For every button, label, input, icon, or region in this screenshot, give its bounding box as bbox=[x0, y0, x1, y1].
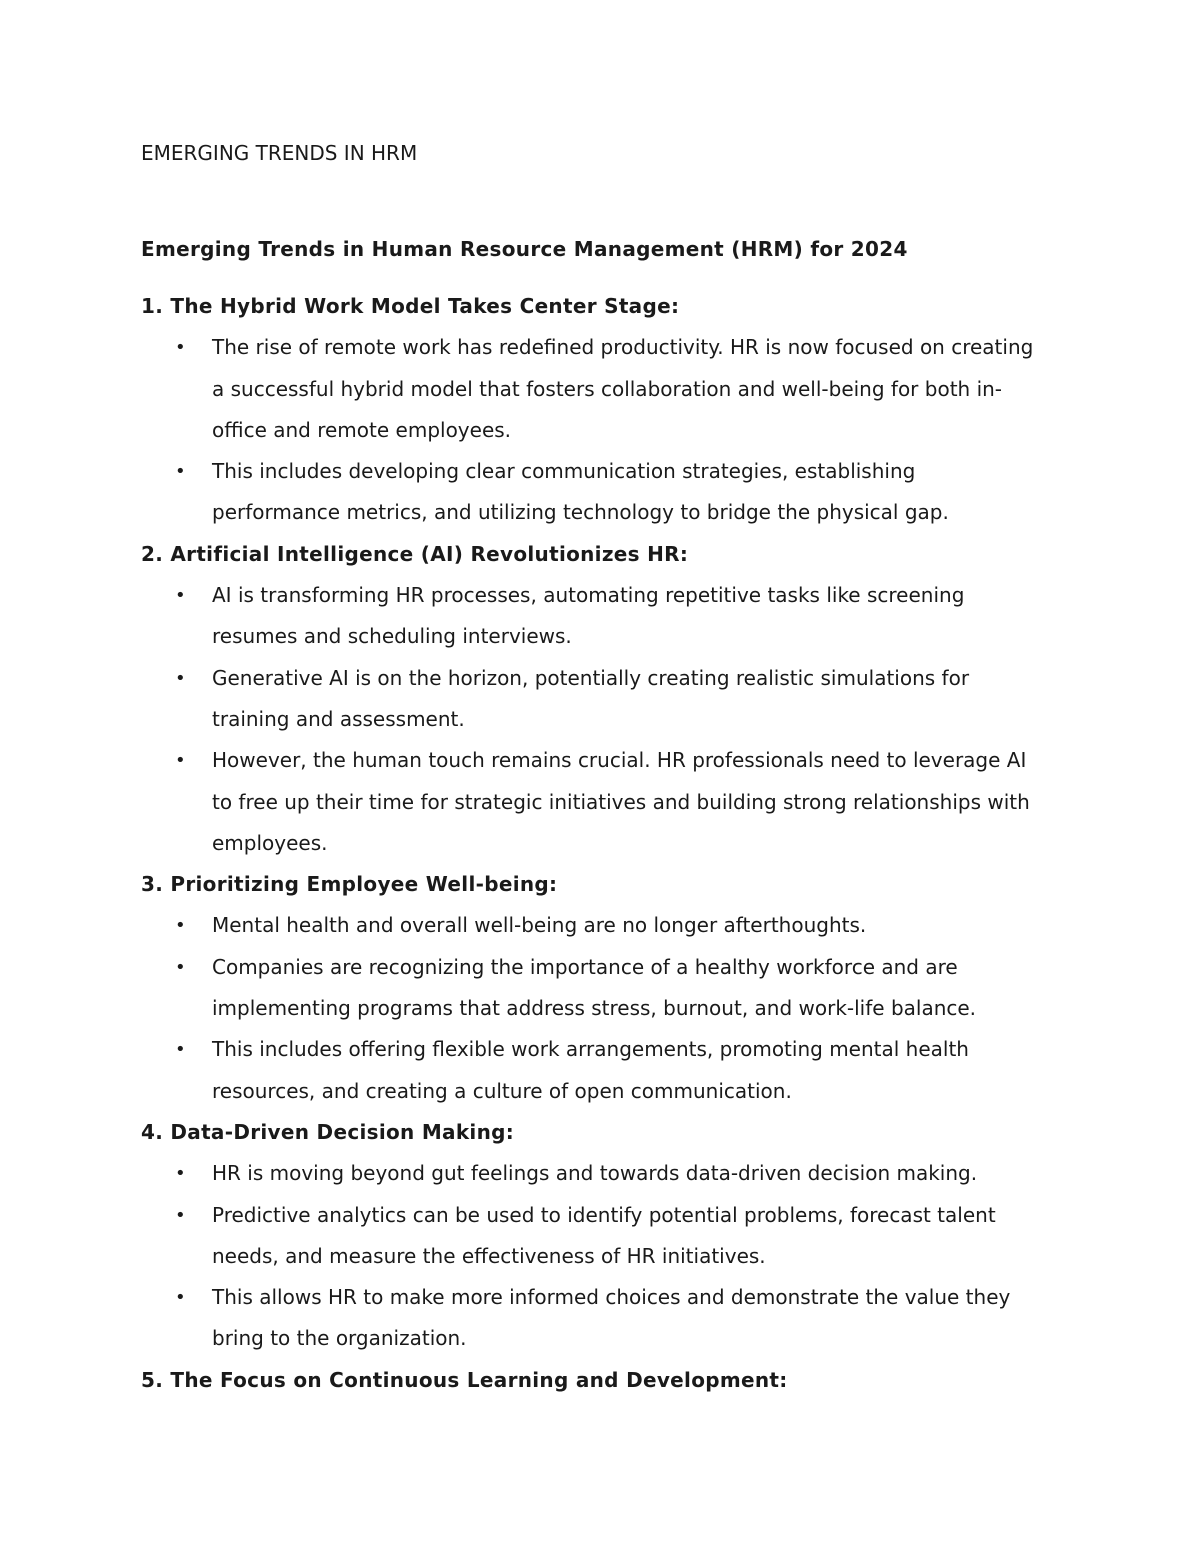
section-heading: 1. The Hybrid Work Model Takes Center Stage: bbox=[141, 294, 680, 318]
section-heading: 2. Artificial Intelligence (AI) Revolutionizes HR: bbox=[141, 541, 689, 566]
section bbox=[141, 1360, 1041, 1401]
list-item-text: Generative AI is on the horizon, potentially creating realistic simulations for training and assessment. bbox=[212, 665, 970, 731]
list-item bbox=[141, 1153, 1042, 1194]
list-item bbox=[141, 658, 1042, 741]
bullet-icon: • bbox=[175, 915, 186, 937]
section bbox=[141, 534, 1041, 864]
section bbox=[141, 286, 1041, 534]
list-item bbox=[141, 575, 1042, 658]
list-item-text: This includes developing clear communication strategies, establishing performance metrics, and utilizing technology to bridge the physical gap. bbox=[212, 459, 949, 525]
list-item bbox=[141, 327, 1042, 451]
sections bbox=[141, 286, 1041, 1401]
document-page bbox=[141, 139, 1041, 1401]
list-item bbox=[141, 740, 1042, 864]
bullet-icon: • bbox=[175, 585, 186, 607]
section bbox=[141, 864, 1041, 1112]
section-heading: 4. Data-Driven Decision Making: bbox=[141, 1119, 515, 1144]
bullet-icon: • bbox=[175, 750, 186, 772]
list-item-text: HR is moving beyond gut feelings and towards data-driven decision making. bbox=[212, 1161, 978, 1186]
bullet-icon: • bbox=[175, 461, 186, 483]
list-item bbox=[141, 1277, 1042, 1360]
bullet-list bbox=[141, 905, 1041, 1111]
list-item bbox=[141, 1029, 1042, 1112]
bullet-icon: • bbox=[175, 1287, 186, 1309]
list-item bbox=[141, 451, 1042, 534]
bullet-list bbox=[141, 575, 1041, 864]
list-item bbox=[141, 1195, 1042, 1278]
section-heading: 3. Prioritizing Employee Well-being: bbox=[141, 872, 558, 897]
document-title: EMERGING TRENDS IN HRM bbox=[141, 141, 418, 165]
bullet-icon: • bbox=[175, 1163, 186, 1185]
section bbox=[141, 1112, 1041, 1360]
list-item-text: Companies are recognizing the importance of a healthy workforce and are implementing programs that address stress, burnout, and work-life balance. bbox=[212, 954, 977, 1021]
list-item-text: This allows HR to make more informed choices and demonstrate the value they bring to the organization. bbox=[212, 1285, 1011, 1351]
bullet-icon: • bbox=[175, 337, 186, 359]
list-item-text: AI is transforming HR processes, automating repetitive tasks like screening resumes and scheduling interviews. bbox=[212, 583, 965, 649]
bullet-icon: • bbox=[175, 667, 186, 689]
list-item-text: This includes offering flexible work arrangements, promoting mental health resources, and creating a culture of open communication. bbox=[212, 1037, 969, 1103]
list-item-text: Predictive analytics can be used to identify potential problems, forecast talent needs, and measure the effectiveness of HR initiatives. bbox=[212, 1202, 996, 1268]
bullet-list bbox=[141, 1153, 1041, 1359]
list-item-text: The rise of remote work has redefined productivity. HR is now focused on creating a successful hybrid model that fosters collaboration and well-being for both in-office and remote employees. bbox=[212, 335, 1034, 442]
list-item bbox=[141, 947, 1042, 1030]
bullet-icon: • bbox=[175, 1039, 186, 1061]
bullet-list bbox=[141, 327, 1041, 533]
list-item-text: However, the human touch remains crucial. HR professionals need to leverage AI to free up their time for strategic initiatives and building strong relationships with employees. bbox=[212, 748, 1030, 855]
section-heading: 5. The Focus on Continuous Learning and Development: bbox=[141, 1367, 788, 1392]
bullet-icon: • bbox=[175, 956, 186, 978]
bullet-icon: • bbox=[175, 1204, 186, 1226]
list-item-text: Mental health and overall well-being are no longer afterthoughts. bbox=[212, 913, 867, 938]
list-item bbox=[141, 905, 1042, 946]
document-subtitle: Emerging Trends in Human Resource Management (HRM) for 2024 bbox=[141, 237, 908, 261]
